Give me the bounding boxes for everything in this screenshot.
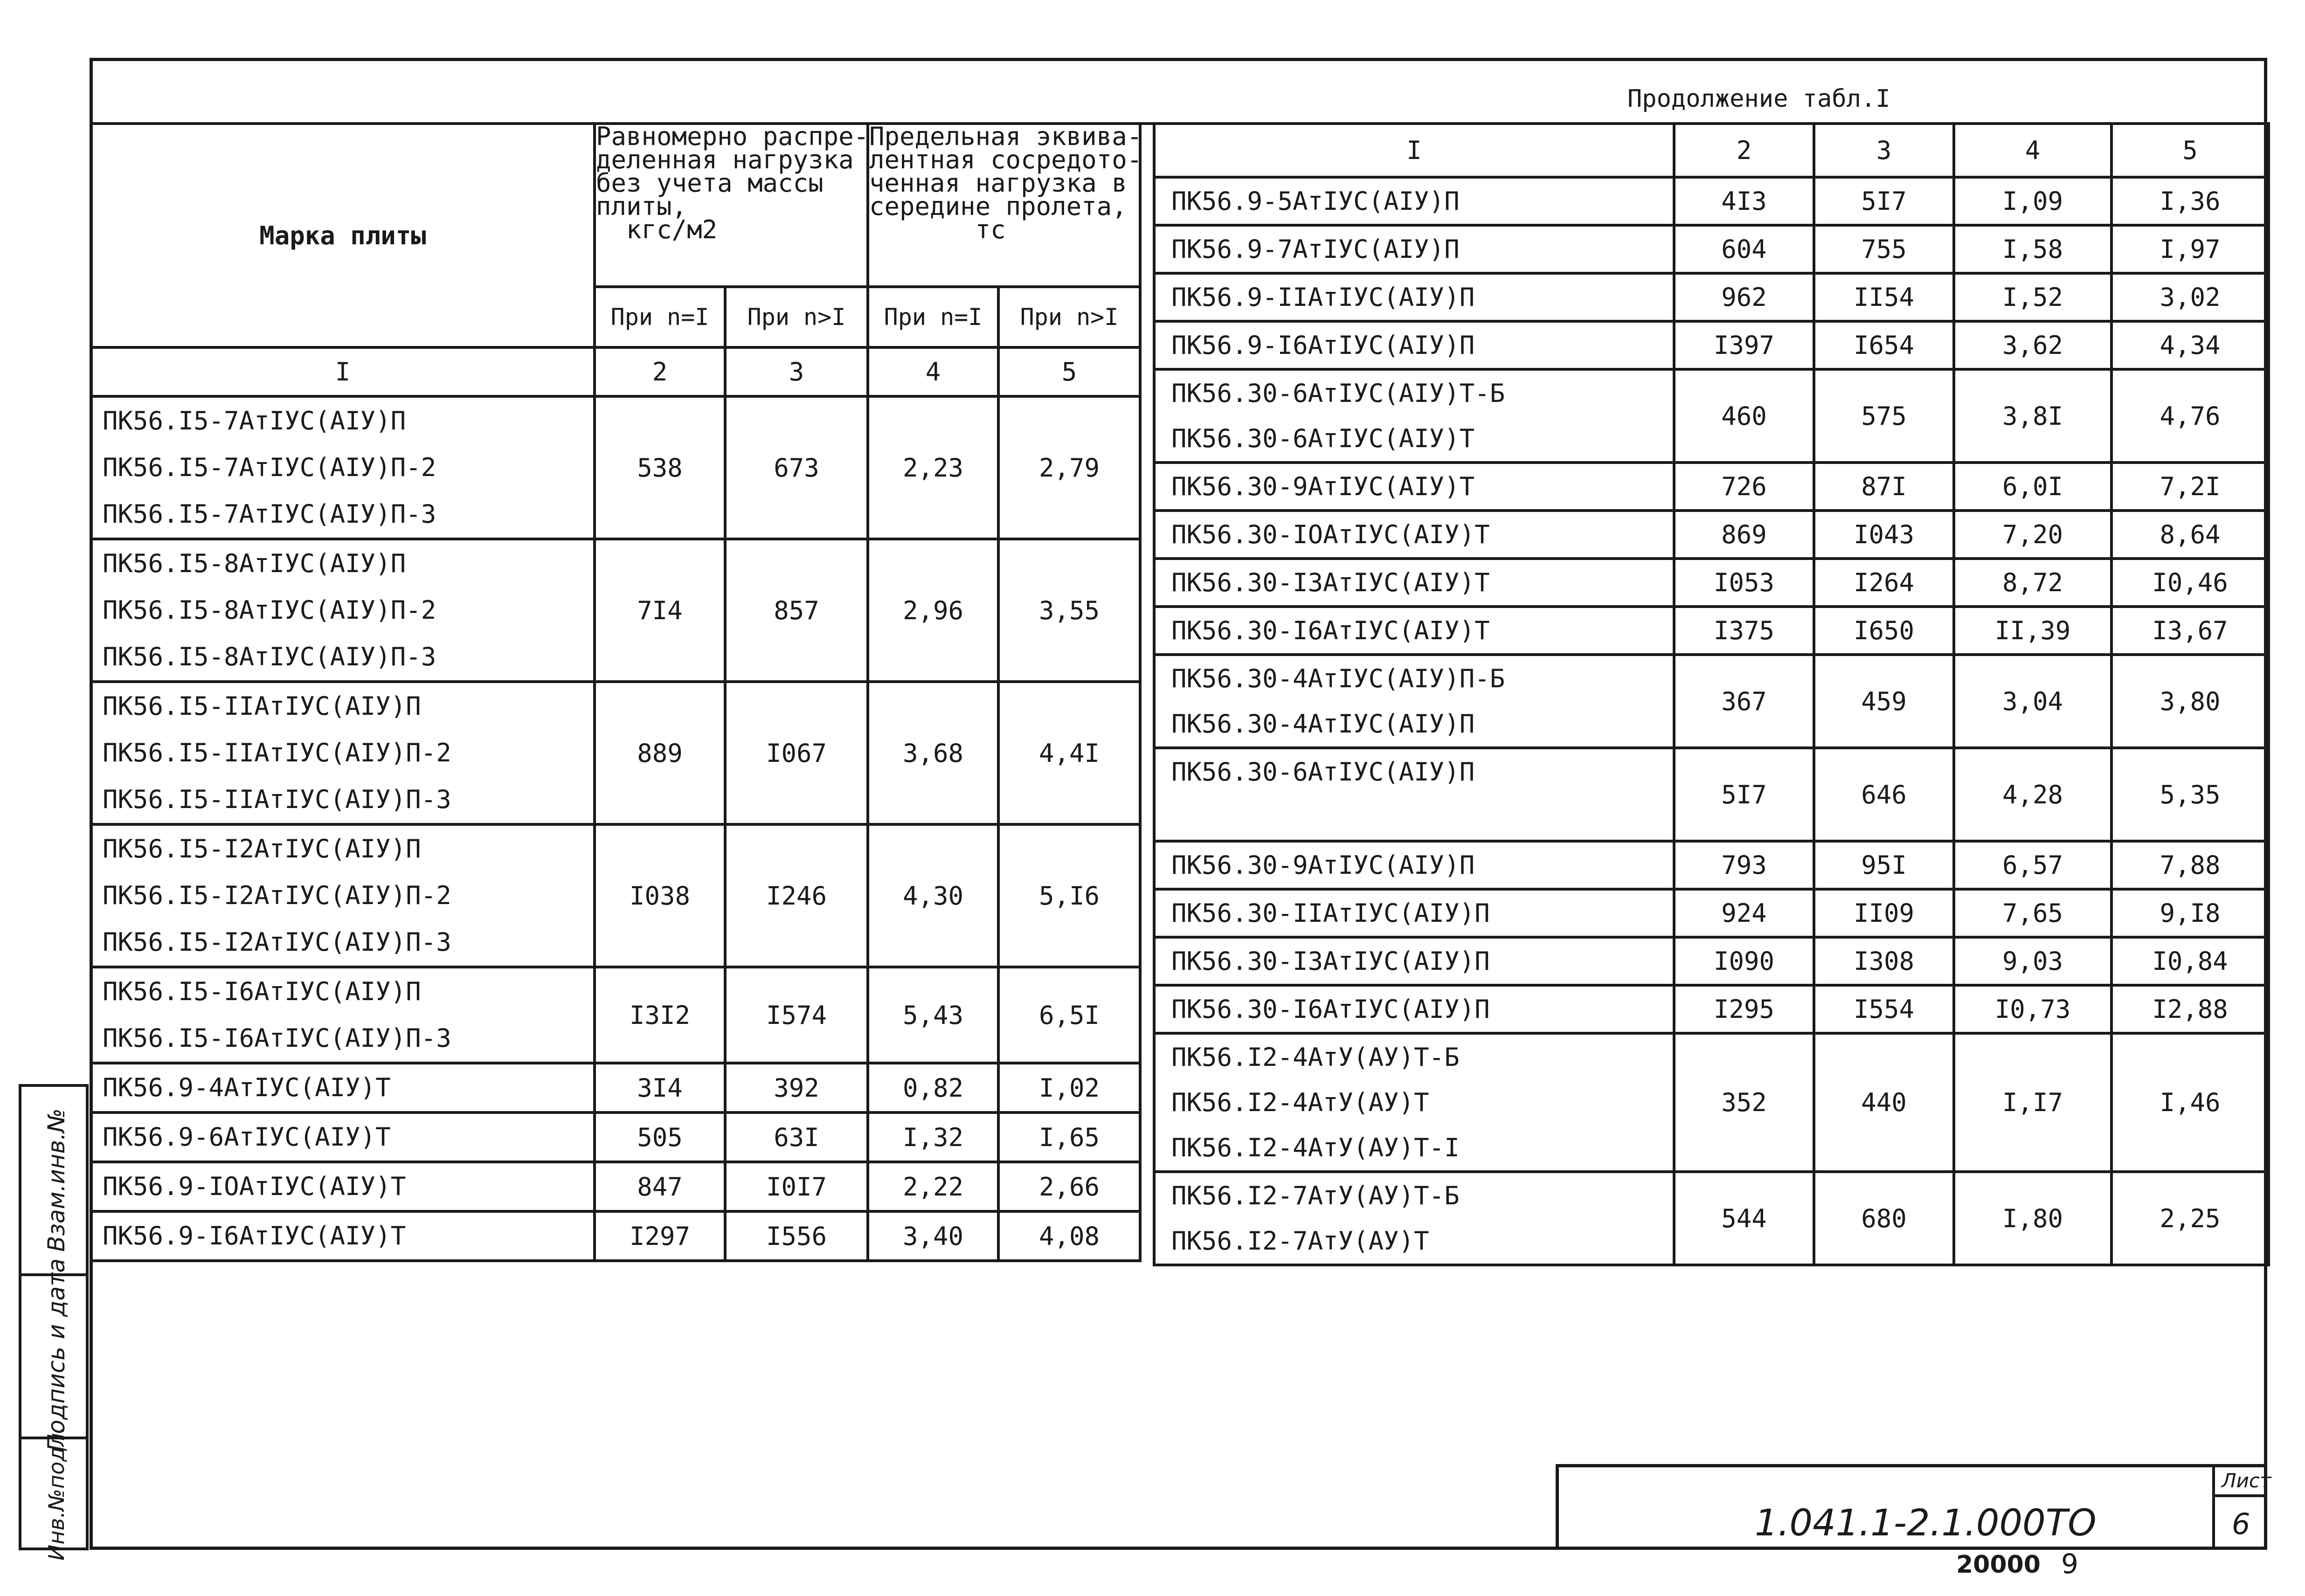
slab-mark: ПК56.9-I6АтIУС(АIУ)Т (103, 1221, 406, 1251)
value-cell: 5I7 (1674, 748, 1814, 841)
value-cell: II09 (1814, 889, 1954, 937)
slab-mark: ПК56.I5-I6АтIУС(АIУ)П (103, 977, 421, 1006)
right-load-table (1153, 122, 2270, 1266)
value-cell: I3I2 (595, 967, 725, 1063)
value-cell: 544 (1674, 1172, 1814, 1265)
value-cell: I264 (1814, 559, 1954, 607)
value-cell: II54 (1814, 273, 1954, 321)
table-row (1154, 321, 2269, 369)
slab-mark: ПК56.I2-7АтУ(АУ)Т-Б (1171, 1181, 1460, 1210)
value-cell: 9,03 (1954, 937, 2111, 985)
value-cell: 5,35 (2111, 748, 2269, 841)
mark-cell (91, 967, 595, 1063)
value-cell: I038 (595, 824, 725, 967)
value-cell: 6,57 (1954, 841, 2111, 889)
title-block (1556, 1464, 2271, 1550)
header-concentrated-load: Предельная эквива- лентная сосредото- ченная нагрузка в середине пролета, тс (868, 124, 1140, 287)
bottom-number: 20000 (1956, 1551, 2041, 1579)
value-cell: 459 (1814, 655, 1954, 748)
mark-cell (91, 396, 595, 539)
slab-mark: ПК56.I5-8АтIУС(АIУ)П-3 (103, 642, 436, 671)
value-cell: I2,88 (2111, 985, 2269, 1033)
slab-mark: ПК56.30-6АтIУС(АIУ)Т-Б (1171, 379, 1505, 408)
value-cell: I654 (1814, 321, 1954, 369)
mark-cell (91, 1112, 595, 1162)
value-cell: I375 (1674, 607, 1814, 655)
value-cell: 7,20 (1954, 511, 2111, 559)
value-cell: 3,04 (1954, 655, 2111, 748)
value-cell: I067 (725, 682, 868, 824)
continuation-title: Продолжение табл.I (1627, 85, 1890, 113)
column-number-row (1154, 124, 2269, 177)
value-cell: I0,46 (2111, 559, 2269, 607)
value-cell: 3,02 (2111, 273, 2269, 321)
value-cell: I246 (725, 824, 868, 967)
value-cell: I0,84 (2111, 937, 2269, 985)
slab-mark: ПК56.9-IIАтIУС(АIУ)П (1171, 283, 1475, 312)
slab-mark: ПК56.9-7АтIУС(АIУ)П (1171, 235, 1460, 264)
slab-mark (1156, 795, 1673, 840)
table-row (1154, 985, 2269, 1033)
slab-mark: ПК56.9-I6АтIУС(АIУ)П (1171, 331, 1475, 360)
value-cell: 924 (1674, 889, 1814, 937)
value-cell: 3,68 (868, 682, 998, 824)
table-row (1154, 889, 2269, 937)
value-cell: 392 (725, 1063, 868, 1112)
value-cell: 7,2I (2111, 463, 2269, 511)
mark-cell (1154, 225, 1674, 273)
slab-mark: ПК56.I5-IIАтIУС(АIУ)П-3 (103, 785, 451, 814)
value-cell: 857 (725, 539, 868, 682)
value-cell: 680 (1814, 1172, 1954, 1265)
table-row (1154, 937, 2269, 985)
slab-mark: ПК56.30-IОАтIУС(АIУ)Т (1171, 520, 1490, 549)
mark-cell (91, 1063, 595, 1112)
slab-mark: ПК56.I5-IIАтIУС(АIУ)П-2 (103, 738, 451, 767)
value-cell: I043 (1814, 511, 1954, 559)
document-code: 1.041.1-2.1.000ТО (1755, 1502, 2097, 1544)
value-cell: 4I3 (1674, 177, 1814, 225)
slab-mark: ПК56.30-I6АтIУС(АIУ)П (1171, 995, 1490, 1024)
value-cell: 755 (1814, 225, 1954, 273)
mark-cell (1154, 607, 1674, 655)
value-cell: 3,55 (998, 539, 1140, 682)
value-cell: I,02 (998, 1063, 1140, 1112)
side-label: Инв.№подл. (44, 1426, 69, 1561)
value-cell: 4,30 (868, 824, 998, 967)
table-row (1154, 748, 2269, 841)
value-cell: 7,65 (1954, 889, 2111, 937)
mark-cell (1154, 655, 1674, 748)
value-cell: 5,43 (868, 967, 998, 1063)
value-cell: 2,66 (998, 1162, 1140, 1211)
slab-mark: ПК56.9-5АтIУС(АIУ)П (1171, 187, 1460, 216)
side-label: Подпись и дата (43, 1258, 70, 1452)
value-cell: 4,28 (1954, 748, 2111, 841)
value-cell: 440 (1814, 1033, 1954, 1172)
side-label: Взам.инв.№ (43, 1108, 70, 1252)
value-cell: 352 (1674, 1033, 1814, 1172)
value-cell: 505 (595, 1112, 725, 1162)
value-cell: 4,4I (998, 682, 1140, 824)
table-row (91, 967, 1140, 1063)
slab-mark: ПК56.30-9АтIУС(АIУ)Т (1171, 472, 1475, 501)
value-cell: 6,5I (998, 967, 1140, 1063)
mark-cell (91, 1162, 595, 1211)
slab-mark: ПК56.I5-I6АтIУС(АIУ)П-3 (103, 1023, 451, 1053)
value-cell: 5,I6 (998, 824, 1140, 967)
slab-mark: ПК56.30-4АтIУС(АIУ)П-Б (1171, 664, 1505, 693)
value-cell: 7I4 (595, 539, 725, 682)
sheet-label: Лист (2222, 1469, 2271, 1492)
value-cell: I,80 (1954, 1172, 2111, 1265)
value-cell: 2,23 (868, 396, 998, 539)
slab-mark: ПК56.9-4АтIУС(АIУ)Т (103, 1073, 391, 1102)
value-cell: 889 (595, 682, 725, 824)
slab-mark: ПК56.I5-7АтIУС(АIУ)П-2 (103, 453, 436, 482)
table-row (1154, 463, 2269, 511)
value-cell: 4,08 (998, 1211, 1140, 1261)
value-cell: I,52 (1954, 273, 2111, 321)
mark-cell (91, 539, 595, 682)
slab-mark: ПК56.9-IОАтIУС(АIУ)Т (103, 1172, 406, 1201)
side-stamp-cell (21, 1426, 86, 1561)
value-cell: II,39 (1954, 607, 2111, 655)
slab-mark: ПК56.I5-I2АтIУС(АIУ)П (103, 834, 421, 864)
mark-cell (1154, 369, 1674, 463)
bottom-page: 9 (2061, 1548, 2078, 1580)
header-n-greater-1: При n>I (725, 287, 868, 347)
value-cell: 95I (1814, 841, 1954, 889)
value-cell: I0I7 (725, 1162, 868, 1211)
col-number: 4 (1954, 124, 2111, 177)
table-row (1154, 511, 2269, 559)
col-number: 4 (868, 347, 998, 396)
mark-cell (91, 682, 595, 824)
side-stamp-column (19, 1084, 89, 1561)
value-cell: 2,96 (868, 539, 998, 682)
mark-cell (1154, 1033, 1674, 1172)
col-number: 3 (1814, 124, 1954, 177)
slab-mark: ПК56.30-I3АтIУС(АIУ)Т (1171, 568, 1490, 597)
value-cell: 6,0I (1954, 463, 2111, 511)
value-cell: 847 (595, 1162, 725, 1211)
value-cell: 87I (1814, 463, 1954, 511)
col-number: 2 (1674, 124, 1814, 177)
value-cell: I297 (595, 1211, 725, 1261)
slab-mark: ПК56.30-6АтIУС(АIУ)П (1171, 757, 1475, 787)
sheet-label-cell (2215, 1467, 2271, 1497)
mark-cell (1154, 177, 1674, 225)
table-row (1154, 841, 2269, 889)
slab-mark: ПК56.30-I3АтIУС(АIУ)П (1171, 947, 1490, 976)
col-number: I (91, 347, 595, 396)
table-row (1154, 177, 2269, 225)
value-cell: I650 (1814, 607, 1954, 655)
value-cell: 4,34 (2111, 321, 2269, 369)
slab-mark: ПК56.30-IIАтIУС(АIУ)П (1171, 898, 1490, 928)
value-cell: I295 (1674, 985, 1814, 1033)
value-cell: 3,80 (2111, 655, 2269, 748)
mark-cell (1154, 273, 1674, 321)
col-number: 5 (998, 347, 1140, 396)
mark-cell (1154, 463, 1674, 511)
table-row (1154, 559, 2269, 607)
mark-cell (1154, 321, 1674, 369)
table-row (91, 1112, 1140, 1162)
table-row (1154, 1172, 2269, 1265)
col-number: I (1154, 124, 1674, 177)
value-cell: 8,72 (1954, 559, 2111, 607)
left-load-table (90, 122, 1142, 1262)
value-cell: 2,25 (2111, 1172, 2269, 1265)
side-stamp-cell (21, 1258, 86, 1452)
value-cell: 793 (1674, 841, 1814, 889)
slab-mark: ПК56.30-9АтIУС(АIУ)П (1171, 850, 1475, 880)
table-row (91, 539, 1140, 682)
table-row (91, 396, 1140, 539)
slab-mark: ПК56.9-6АтIУС(АIУ)Т (103, 1122, 391, 1152)
value-cell: 3I4 (595, 1063, 725, 1112)
value-cell: I,I7 (1954, 1033, 2111, 1172)
value-cell: I554 (1814, 985, 1954, 1033)
slab-mark: ПК56.I2-7АтУ(АУ)Т (1171, 1226, 1429, 1256)
slab-mark: ПК56.30-I6АтIУС(АIУ)Т (1171, 616, 1490, 645)
header-n-greater-1: При n>I (998, 287, 1140, 347)
value-cell: I053 (1674, 559, 1814, 607)
value-cell: 2,79 (998, 396, 1140, 539)
mark-cell (1154, 985, 1674, 1033)
slab-mark: ПК56.30-6АтIУС(АIУ)Т (1171, 424, 1475, 453)
table-row (1154, 273, 2269, 321)
mark-cell (1154, 511, 1674, 559)
mark-cell (1154, 748, 1674, 841)
value-cell: 3,62 (1954, 321, 2111, 369)
value-cell: I308 (1814, 937, 1954, 985)
table-row (1154, 369, 2269, 463)
value-cell: 673 (725, 396, 868, 539)
value-cell: 4,76 (2111, 369, 2269, 463)
table-row (1154, 655, 2269, 748)
slab-mark: ПК56.I2-4АтУ(АУ)Т (1171, 1088, 1429, 1117)
value-cell: 7,88 (2111, 841, 2269, 889)
table-row (91, 1162, 1140, 1211)
col-number: 5 (2111, 124, 2269, 177)
col-number: 2 (595, 347, 725, 396)
value-cell: 5I7 (1814, 177, 1954, 225)
value-cell: I,09 (1954, 177, 2111, 225)
value-cell: 8,64 (2111, 511, 2269, 559)
value-cell: 604 (1674, 225, 1814, 273)
table-row (91, 1211, 1140, 1261)
value-cell: I,58 (1954, 225, 2111, 273)
table-row (91, 682, 1140, 824)
value-cell: 869 (1674, 511, 1814, 559)
value-cell: 367 (1674, 655, 1814, 748)
value-cell: 63I (725, 1112, 868, 1162)
value-cell: I3,67 (2111, 607, 2269, 655)
slab-mark: ПК56.I5-8АтIУС(АIУ)П-2 (103, 595, 436, 625)
col-number: 3 (725, 347, 868, 396)
value-cell: 3,40 (868, 1211, 998, 1261)
value-cell: 3,8I (1954, 369, 2111, 463)
value-cell: 726 (1674, 463, 1814, 511)
value-cell: I090 (1674, 937, 1814, 985)
mark-cell (1154, 559, 1674, 607)
mark-cell (91, 1211, 595, 1261)
value-cell: I397 (1674, 321, 1814, 369)
value-cell: I574 (725, 967, 868, 1063)
value-cell: I,65 (998, 1112, 1140, 1162)
slab-mark: ПК56.I5-7АтIУС(АIУ)П-3 (103, 499, 436, 529)
value-cell: 2,22 (868, 1162, 998, 1211)
slab-mark: ПК56.I5-7АтIУС(АIУ)П (103, 406, 406, 435)
mark-cell (1154, 1172, 1674, 1265)
header-n-equal-1: При n=I (868, 287, 998, 347)
slab-mark: ПК56.I5-IIАтIУС(АIУ)П (103, 691, 421, 721)
slab-mark: ПК56.I2-4АтУ(АУ)Т-I (1171, 1133, 1460, 1162)
value-cell: I556 (725, 1211, 868, 1261)
table-row (91, 824, 1140, 967)
value-cell: I0,73 (1954, 985, 2111, 1033)
slab-mark: ПК56.I5-8АтIУС(АIУ)П (103, 549, 406, 578)
mark-cell (1154, 937, 1674, 985)
slab-mark: ПК56.30-4АтIУС(АIУ)П (1171, 709, 1475, 739)
value-cell: 575 (1814, 369, 1954, 463)
mark-cell (91, 824, 595, 967)
slab-mark: ПК56.I5-I2АтIУС(АIУ)П-2 (103, 881, 451, 910)
table-row (1154, 225, 2269, 273)
sheet-number: 6 (2232, 1507, 2250, 1541)
header-mark: Марка плиты (91, 124, 595, 347)
value-cell: 646 (1814, 748, 1954, 841)
column-number-row (91, 347, 1140, 396)
value-cell: 9,I8 (2111, 889, 2269, 937)
value-cell: 538 (595, 396, 725, 539)
value-cell: 962 (1674, 273, 1814, 321)
header-uniform-load: Равномерно распре- деленная нагрузка без учета массы плиты, кгс/м2 (595, 124, 868, 287)
value-cell: I,36 (2111, 177, 2269, 225)
slab-mark: ПК56.I5-I2АтIУС(АIУ)П-3 (103, 927, 451, 957)
value-cell: I,97 (2111, 225, 2269, 273)
side-stamp-cell (21, 1087, 86, 1276)
table-row (1154, 607, 2269, 655)
table-row (91, 1063, 1140, 1112)
sheet-box (2212, 1467, 2271, 1550)
value-cell: 0,82 (868, 1063, 998, 1112)
table-row (1154, 1033, 2269, 1172)
value-cell: 460 (1674, 369, 1814, 463)
mark-cell (1154, 889, 1674, 937)
mark-cell (1154, 841, 1674, 889)
header-n-equal-1: При n=I (595, 287, 725, 347)
value-cell: I,46 (2111, 1033, 2269, 1172)
slab-mark: ПК56.I2-4АтУ(АУ)Т-Б (1171, 1043, 1460, 1072)
value-cell: I,32 (868, 1112, 998, 1162)
